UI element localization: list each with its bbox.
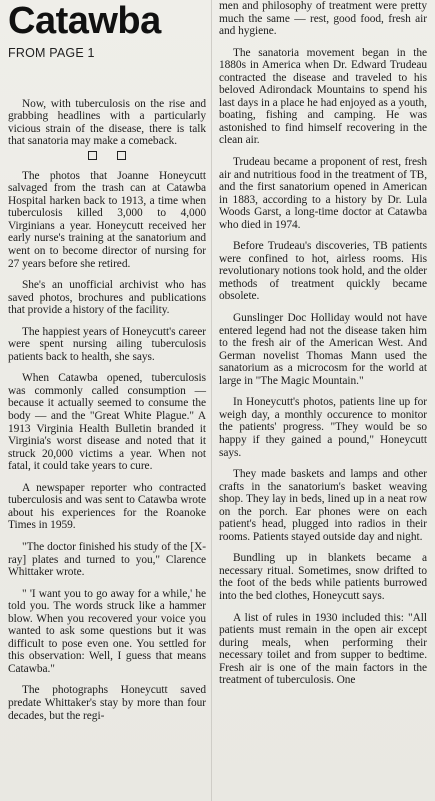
paragraph: They made baskets and lamps and other crafts in the sanatorium's basket weaving shop. They lay in beds, lined up in a neat row on the porch. Ear phones were on each patient's head, plugged into radios in their rooms. Patients stayed outside day and night. <box>219 468 427 543</box>
paragraph-continued: men and philosophy of treatment were pretty much the same — rest, good food, fresh air and hygiene. <box>219 0 427 38</box>
paragraph: In Honeycutt's photos, patients line up for weigh day, a monthly occurence to monitor the patients' progress. "They would be so happy if they gained a pound," Honeycutt says. <box>219 396 427 459</box>
paragraph: She's an unofficial archivist who has saved photos, brochures and publications that provide a history of the facility. <box>8 279 206 317</box>
paragraph: Before Trudeau's discoveries, TB patients were confined to hot, airless rooms. His revolutionary notions took hold, and the older methods of treatment quickly became obsolete. <box>219 240 427 303</box>
paragraph: Trudeau became a proponent of rest, fresh air and nutritious food in the treatment of TB, and the first sanatorium opened in American in 1883, according to a history by Dr. Lula Woods Garst, a long-time doctor at Catawba who died in 1974. <box>219 156 427 231</box>
right-column <box>219 0 427 696</box>
paragraph: The sanatoria movement began in the 1880s in America when Dr. Edward Trudeau contracted the disease and traveled to his beloved Adirondack Mountains to spend his last days in a place he had enjoyed as a youth, boating, fishing and camping. He was astonished to find himself recovering in the clean air. <box>219 46 427 147</box>
headline: Catawba <box>8 0 161 42</box>
paragraph: Gunslinger Doc Holliday would not have entered legend had not the disease taken him to the fresh air of the American West. And German novelist Thomas Mann used the sanatorium as a microcosm for the world at large in "The Magic Mountain." <box>219 312 427 387</box>
paragraph: Bundling up in blankets became a necessary ritual. Sometimes, snow drifted to the foot of the beds while patients burrowed into the bed clothes, Honeycutt says. <box>219 552 427 602</box>
paragraph: A newspaper reporter who contracted tuberculosis and was sent to Catawba wrote about his experiences for the Roanoke Times in 1959. <box>8 481 206 532</box>
paragraph: The photographs Honeycutt saved predate Whittaker's stay by more than four decades, but the regi- <box>8 684 206 722</box>
paragraph: When Catawba opened, tuberculosis was commonly called consumption — because it actually seemed to consume the body — and the "Great White Plague." A 1913 Virginia Health Bulletin branded it Virginia's worst disease and noted that it struck 20,000 victims a year. When not fatal, it could take years to cure. <box>8 372 206 473</box>
column-divider <box>211 0 212 801</box>
paragraph: A list of rules in 1930 included this: "All patients must remain in the open air except during meals, when performing their necessary toilet and from supper to bedtime. Fresh air is one of the main factors in the treatment of tuberculosis. One <box>219 611 427 687</box>
paragraph: The happiest years of Honeycutt's career were spent nursing ailing tuberculosis patients back to health, she says. <box>8 325 206 363</box>
spacer <box>8 60 206 98</box>
jump-line: FROM PAGE 1 <box>8 46 95 60</box>
paragraph: "The doctor finished his study of the [X-ray] plates and turned to you," Clarence Whittaker wrote. <box>8 540 206 579</box>
left-column <box>8 0 206 731</box>
paragraph: Now, with tuberculosis on the rise and grabbing headlines with a particularly vicious strain of the disease, there is talk that sanatoria may make a comeback. <box>8 97 206 148</box>
paragraph: " 'I want you to go away for a while,' he told you. The words struck like a hammer blow. When you recovered your voice you wanted to ask some questions but it was difficult to pose even one. You settled for this observation: Well, I guess that means Catawba." <box>8 587 206 675</box>
square-ornament-icon <box>88 151 97 160</box>
section-break <box>8 151 206 162</box>
square-ornament-icon <box>117 151 126 160</box>
paragraph: The photos that Joanne Honeycutt salvaged from the trash can at Catawba Hospital harken back to 1913, a time when tuberculosis killed 3,000 to 4,000 Virginians a year. Honeycutt received her early nurse's training at the sanatorium and went on to become director of nursing for 27 years before she retired. <box>8 169 206 270</box>
